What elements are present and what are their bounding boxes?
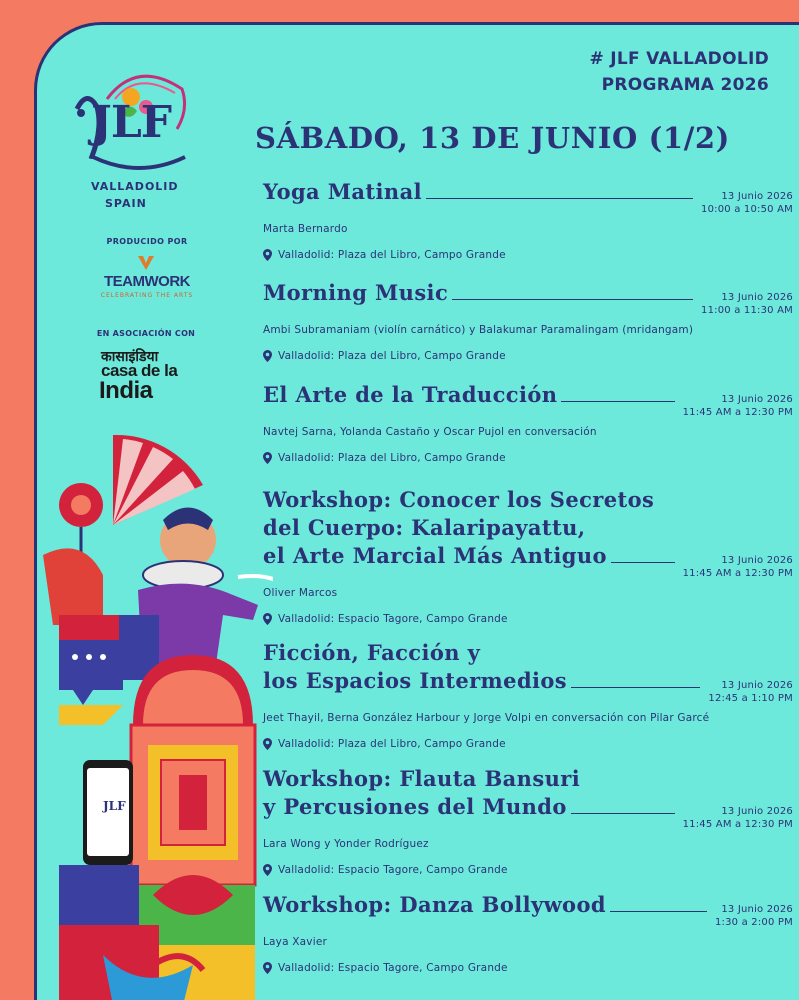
event-location-text: Valladolid: Plaza del Libro, Campo Grande bbox=[278, 452, 506, 464]
event-participants: Marta Bernardo bbox=[263, 223, 348, 235]
title-divider bbox=[610, 911, 707, 912]
event-location-text: Valladolid: Espacio Tagore, Campo Grande bbox=[278, 962, 508, 974]
event-location-text: Valladolid: Espacio Tagore, Campo Grande bbox=[278, 613, 508, 625]
casa-india-word: India bbox=[99, 377, 153, 404]
event-title bbox=[263, 765, 793, 831]
teamwork-tagline: CELEBRATING THE ARTS bbox=[100, 292, 194, 299]
event-title-line: Workshop: Conocer los Secretos bbox=[263, 487, 655, 512]
event-title-line: El Arte de la Traducción bbox=[263, 382, 558, 407]
event-time: 1:30 a 2:00 PM bbox=[714, 917, 793, 928]
event-item bbox=[263, 279, 793, 362]
event-date: 13 Junio 2026 bbox=[721, 292, 793, 303]
logo-city: VALLADOLID bbox=[91, 180, 179, 193]
teamwork-logo: TEAMWORK bbox=[104, 273, 190, 290]
logo-country: SPAIN bbox=[105, 197, 147, 210]
event-location-text: Valladolid: Plaza del Libro, Campo Grande bbox=[278, 738, 506, 750]
event-time: 12:45 a 1:10 PM bbox=[708, 693, 793, 704]
logo-swoosh-icon bbox=[91, 151, 187, 177]
location-pin-icon bbox=[263, 864, 272, 876]
location-pin-icon bbox=[263, 962, 272, 974]
event-location-text: Valladolid: Espacio Tagore, Campo Grande bbox=[278, 864, 508, 876]
hashtag-header: # JLF VALLADOLID bbox=[589, 49, 769, 69]
casa-india-name: casa de la bbox=[101, 361, 178, 380]
event-title-line: el Arte Marcial Más Antiguo bbox=[263, 543, 607, 568]
event-date: 13 Junio 2026 bbox=[721, 806, 793, 817]
event-item bbox=[263, 486, 793, 625]
event-time: 11:45 AM a 12:30 PM bbox=[682, 819, 793, 830]
event-datetime bbox=[683, 393, 793, 419]
event-location bbox=[263, 864, 793, 876]
event-participants: Oliver Marcos bbox=[263, 587, 338, 599]
location-pin-icon bbox=[263, 738, 272, 750]
event-location bbox=[263, 249, 793, 261]
event-location-text: Valladolid: Plaza del Libro, Campo Grande bbox=[278, 249, 506, 261]
event-datetime bbox=[683, 805, 793, 831]
location-pin-icon bbox=[263, 452, 272, 464]
event-date: 13 Junio 2026 bbox=[721, 555, 793, 566]
event-time: 11:00 a 11:30 AM bbox=[701, 305, 793, 316]
event-time: 10:00 a 10:50 AM bbox=[701, 204, 793, 215]
event-title-line: Yoga Matinal bbox=[263, 179, 422, 204]
event-date: 13 Junio 2026 bbox=[721, 680, 793, 691]
event-item bbox=[263, 178, 793, 261]
event-title-line: Morning Music bbox=[263, 280, 449, 305]
event-title-line: del Cuerpo: Kalaripayattu, bbox=[263, 515, 586, 540]
event-location bbox=[263, 613, 793, 625]
event-participants: Navtej Sarna, Yolanda Castaño y Oscar Pujol en conversación bbox=[263, 426, 597, 438]
program-year-header: PROGRAMA 2026 bbox=[601, 75, 769, 95]
title-divider bbox=[426, 198, 693, 199]
title-divider bbox=[561, 401, 674, 402]
event-participants: Jeet Thayil, Berna González Harbour y Jorge Volpi en conversación con Pilar Garcé bbox=[263, 712, 710, 724]
event-datetime bbox=[715, 903, 793, 929]
event-title bbox=[263, 381, 793, 419]
event-title-line: Workshop: Flauta Bansuri bbox=[263, 766, 581, 791]
location-pin-icon bbox=[263, 350, 272, 362]
teamwork-mark-icon bbox=[137, 255, 155, 271]
title-divider bbox=[452, 299, 693, 300]
event-item bbox=[263, 891, 793, 974]
event-location bbox=[263, 350, 793, 362]
title-divider bbox=[571, 813, 675, 814]
logo-text: JLF bbox=[91, 97, 171, 148]
event-title bbox=[263, 891, 793, 929]
location-pin-icon bbox=[263, 249, 272, 261]
association-label: EN ASOCIACIÓN CON bbox=[96, 329, 196, 338]
event-participants: Laya Xavier bbox=[263, 936, 328, 948]
title-divider bbox=[571, 687, 700, 688]
event-title bbox=[263, 486, 793, 580]
event-title-line: y Percusiones del Mundo bbox=[263, 794, 567, 819]
casa-india-hindi: कासाइंडिया bbox=[101, 349, 159, 365]
svg-text:JLF: JLF bbox=[103, 799, 126, 813]
event-title bbox=[263, 639, 793, 705]
event-location bbox=[263, 452, 793, 464]
event-item bbox=[263, 381, 793, 464]
event-datetime bbox=[683, 554, 793, 580]
event-item bbox=[263, 639, 793, 750]
event-title bbox=[263, 178, 793, 216]
event-time: 11:45 AM a 12:30 PM bbox=[682, 568, 793, 579]
event-datetime bbox=[701, 190, 793, 216]
event-location bbox=[263, 962, 793, 974]
event-datetime bbox=[701, 291, 793, 317]
event-time: 11:45 AM a 12:30 PM bbox=[682, 407, 793, 418]
event-datetime bbox=[708, 679, 793, 705]
program-panel bbox=[34, 22, 799, 1000]
event-participants: Ambi Subramaniam (violín carnático) y Balakumar Paramalingam (mridangam) bbox=[263, 324, 694, 336]
event-item bbox=[263, 765, 793, 876]
event-title bbox=[263, 279, 793, 317]
location-pin-icon bbox=[263, 613, 272, 625]
event-date: 13 Junio 2026 bbox=[721, 191, 793, 202]
event-location-text: Valladolid: Plaza del Libro, Campo Grande bbox=[278, 350, 506, 362]
event-participants: Lara Wong y Yonder Rodríguez bbox=[263, 838, 429, 850]
event-location bbox=[263, 738, 793, 750]
event-title-line: los Espacios Intermedios bbox=[263, 668, 568, 693]
event-title-line: Ficción, Facción y bbox=[263, 640, 481, 665]
event-date: 13 Junio 2026 bbox=[721, 394, 793, 405]
event-date: 13 Junio 2026 bbox=[721, 904, 793, 915]
produced-by-label: PRODUCIDO POR bbox=[106, 237, 188, 246]
day-title: SÁBADO, 13 DE JUNIO (1/2) bbox=[255, 121, 730, 155]
event-title-line: Workshop: Danza Bollywood bbox=[263, 892, 606, 917]
title-divider bbox=[611, 562, 675, 563]
decorative-illustration bbox=[34, 425, 273, 1000]
